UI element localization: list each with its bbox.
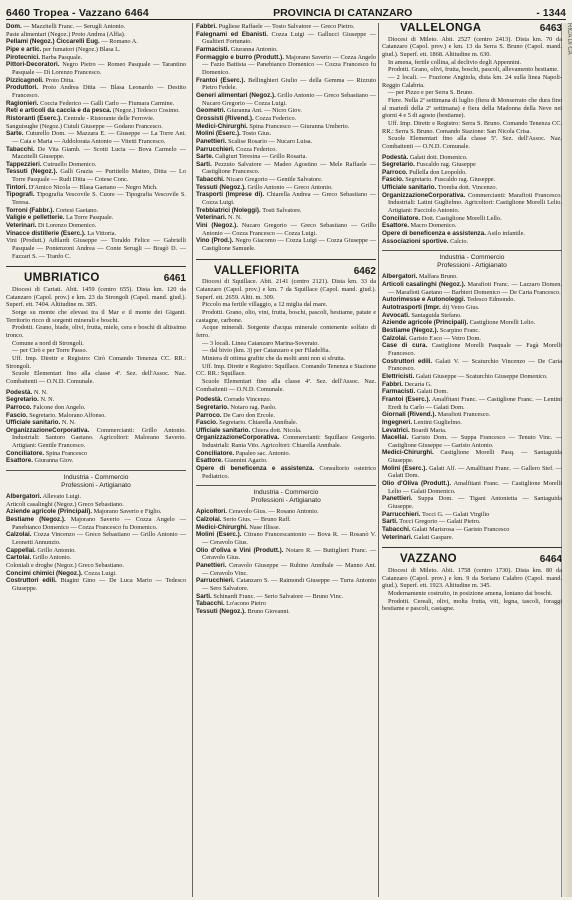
town-description: Acque minerali. Sorgente d'acqua minerale contenente solfato di ferro. (196, 324, 376, 339)
directory-entry: Conciliatore. Spina Francesco (6, 449, 88, 457)
directory-entry: Vinacce distillerie (Eserc.). La Vittoria. (6, 229, 117, 237)
directory-entry: Olio d'oliva e Vini (Produtt.). Notaro R. — Buttiglieri Franc. — Ceravolo Gius. (196, 546, 376, 562)
directory-entry: Medici-Chirurghi. Nase Illisse. (196, 523, 281, 531)
town-code: 6464 (539, 554, 562, 566)
directory-entry: Grossisti (Rivend.). Cozza Federico. (196, 114, 297, 122)
directory-entry: OrganizzazioneCorporativa. Commercianti: Grillo Antonio. Industriali: Santoro Gaetano. Agricoltori: Malorano Saverio. Artigiani: Gentile Francesco. (6, 426, 186, 450)
town-description: Diocesi di Cariati. Abit. 1459 (centro 655). Dista km. 120 da Catanzaro (Capol. prov.) e km. 23 da Strongoli (Capol. mand. giud.). Superf. ett. 7404. Altitudine m. 385. (6, 286, 186, 309)
edge-text: RICA DI CA (566, 23, 572, 55)
town-description: Sorge su monte che elevasi tra il Mar e il monte dei Giganti. Territorio ricco di sorgenti minerali e boschi. (6, 308, 186, 324)
directory-entry: Molini (Eserc.). Galati Alf. — Amalfitani Franc. — Gallero Stef. — Galati Dom. (382, 464, 562, 480)
section-heading (196, 485, 376, 505)
directory-entry: Giornali (Rivend.). Marafioti Francesco. (382, 411, 491, 419)
directory-entry: Esattore. Giuranna Giov. (6, 457, 74, 465)
directory-entry: Tappezzieri. Cutruello Domenico. (6, 160, 97, 168)
vallefiorita-officials (196, 396, 376, 480)
directory-entry: Albergatori. Malfara Bruno. (382, 273, 458, 281)
directory-entry: Segretario. Notaro rag. Paolo. (196, 403, 277, 411)
directory-entry: Produttori. Proto Andrea Ditta — Blasa Leonardo — Destito Francesco. (6, 84, 186, 99)
directory-entry: Podestà. N. N. (6, 388, 48, 396)
section-heading-line-1: Industria - Commercio (63, 474, 129, 482)
town-code: 6462 (353, 265, 376, 277)
directory-entry: Pirotecnici. Barba Pasquale. (6, 53, 83, 61)
directory-entry: Elettricisti. Galati Giuseppe — Scaturchio Giuseppe Domenico. (382, 372, 548, 380)
directory-entry: Frantoi (Eserc.). Bellinghieri Giulio — della Gemma — Rizzuto Pietro Fedele. (196, 76, 376, 92)
directory-entry: Avvocati. Santaguida Stefano. (382, 311, 462, 319)
town-header-vazzano (382, 547, 562, 564)
directory-entry: Tessuti (Negoz.). Bruno Giovanni. (196, 607, 290, 615)
directory-entry: Conciliatore. Papaleo sac. Antonio. (196, 449, 291, 457)
town-name: VALLELONGA (400, 23, 482, 34)
section-heading-line-1: Industria - Commercio (253, 489, 319, 497)
directory-entry: Concimi chimici (Negoz.). Cozza Luigi. (6, 569, 117, 577)
directory-entry: Pellami (Negoz.) Ciccarelli Eug. — Romano A. (6, 38, 138, 46)
directory-entry: Panettieri. Ceravolo Giuseppe — Rubino Annibale — Manno Ant. — Ceravolo Vinc. (196, 562, 376, 577)
directory-entry: Tintori. D'Amico Nicola — Blasa Gaetano — Negro Mich. (6, 183, 158, 191)
directory-entry: Aziende agricole (Principali). Castiglione Morelli Lelio. (382, 319, 536, 327)
section-heading-line-2: Professioni - Artigianato (61, 482, 131, 490)
vallelonga-officials (382, 154, 562, 246)
directory-entry: Vino (Prod.). Negro Giacomo — Cozza Luigi — Cozza Giuseppe — Castiglione Samuele. (196, 237, 376, 253)
directory-entry: Podestà. Galati dott. Domenico. (382, 153, 468, 161)
column-2 (192, 23, 376, 897)
town-description: Diocesi di Squillace. Abit. 2141 (centro 2121). Dista km. 33 da Catanzaro (Capol. prov.) e km. 7 da Squillace (Capol. mand. giud.). Superf. ett. 2659. Altit. m. 309. (196, 278, 376, 301)
town-description: In amena, fertile collina, al declivio degli Appennini. (388, 58, 522, 66)
tropea-continued-list (6, 23, 186, 260)
directory-entry: Sarte. Cuturello Dom. — Mazzara E. — Giuseppe — La Torre Ant. — Caia e Maria — Addolorata Antonio — Vitetti Francesco. (6, 130, 186, 145)
column-1 (6, 23, 186, 897)
header-left: 6460 Tropea - Vazzano 6464 (6, 7, 149, 19)
directory-entry: Paste alimentari (Negoz.) Proto Andrea (Alfia). (6, 30, 126, 38)
directory-entry: Reti e articoli da caccia e da pesca. (Negoz.) Tedesco Cosimo. (6, 107, 180, 115)
directory-entry: Veterinari. Di Lorenzo Domenico. (6, 222, 97, 230)
directory-entry: Medici-Chirurghi. Castiglione Morelli Pasq. — Santaguida Giuseppe. (382, 449, 562, 465)
town-description: Modernamente costruito, in posizione amena, lontano dai boschi. (388, 589, 553, 597)
town-code: 6463 (539, 23, 562, 34)
directory-entry: Levatrici. Boardi Maria. (382, 426, 447, 434)
town-description: — per Cirò e per Torre Passo. (12, 347, 88, 355)
town-description: Uff. Imp. Direttr e Registro: Squillace. Comando Tenenza e Stazione CC. RR.: Squillace. (196, 362, 376, 378)
directory-entry: Molini (Eserc.). Citrano Francescantonio — Bova R. — Rosanò V. — Ceravolo Gius. (196, 531, 376, 547)
town-description: Piccolo ma fertile villaggio, a 12 miglia dal mare. (202, 301, 328, 309)
directory-entry: Tessuti (Negoz.). Galli Grazia — Puritiello Matteo, Ditta — Lo Torre Pasquale — Rudi Ditta — Cotese Conc. (6, 168, 186, 184)
directory-entry: Formaggio e burro (Produtt.). Majorano Saverio — Cozza Angelo — Fazio Battista — Panebianco Domenico — Cozza Francesco fu Domenico. (196, 53, 376, 76)
directory-entry: Molini (Eserc.). Tosto Gius. (196, 130, 272, 138)
town-description: Uff. Imp. Direttr e Registro: Serra S. Bruno. Comando Tenenza CC. RR.: Serra S. Bruno. Comando Stazione: San Nicola Crisa. (382, 119, 562, 135)
directory-entry: Cartolai. Grillo Antonio. (6, 554, 72, 562)
town-description: Scuole Elementari fino alla classe 4ª. Sez. dell'Assoc. Naz. Combattenti — O.N.D. Comunale. (196, 377, 376, 393)
town-description: Prodotti. Grano, biade, olivi, frutta, miele, cera e boschi di altissimo tronco. (6, 324, 186, 339)
directory-entry: Bestiame (Negoz.). Majorano Saverio — Cozza Angelo — Panebianco Domenico — Cozza Francesco fu Domenico. (6, 516, 186, 531)
town-description: — 2 locali. — Frazione Angitola, dista km. 24 sulla linea Napoli-Reggio Calabria. (382, 73, 562, 89)
directory-entry: Podestà. Corrado Vincenzo. (196, 396, 272, 404)
umbriatico-intro (6, 286, 186, 386)
directory-entry: Fabbri. Pugliese Raffaele — Tosto Salvatore — Greco Pietro. (196, 23, 355, 30)
directory-entry: Torroni (Fabbr.). Cortesi Gaetano. (6, 206, 99, 214)
directory-entry: OrganizzazioneCorporativa. Commercianti: Squillace Gregorio. Industriali: Rania Vito. Agricoltori: Chiarella Annibale. (196, 434, 376, 450)
directory-entry: Panettieri. Scalise Rosario — Nucaro Luisa. (196, 137, 313, 145)
directory-entry: Sarte. Caligiuri Teresina — Grillo Rosaria. (196, 153, 308, 161)
directory-entry: Calzolai. Garisto F.sco — Vetro Dom. (382, 334, 481, 342)
directory-entry: Aziende agricole (Principali). Majorano Saverio e Figlio. (6, 508, 162, 516)
directory-entry: Generi alimentari (Negoz.). Grillo Antonio — Greco Sebastiano — Nucaro Gregorio — Cozza Luigi. (196, 91, 376, 107)
directory-entry: Apicoltori. Ceravolo Gius. — Rosano Antonio. (196, 508, 319, 516)
directory-entry: Conciliatore. Dott. Castiglione Morelli Lello. (382, 214, 502, 222)
directory-entry: Pittori-Decoratori. Negro Pietro — Romeo Pasquale — Tarantino Pasquale — Dì Lorenzo Francesco. (6, 61, 186, 76)
section-heading-line-2: Professioni - Artigianato (251, 497, 321, 505)
directory-entry: Albergatori. Allevato Luigi. (6, 493, 82, 501)
directory-entry: Fascio. Segretario. Fuscaldo rag. Giuseppe. (382, 176, 496, 184)
column-3 (378, 23, 562, 897)
directory-entry: Sarti. Schinardi Franc. — Serio Salvatore — Bruno Vinc. (196, 592, 344, 600)
directory-entry: Sanguisughe (Negoz.) Cutuli Giuseppe — Godano Francesco. (6, 122, 163, 130)
directory-entry: Geometri. Giuranna Ant. — Nicro Giov. (196, 107, 302, 115)
directory-entry: Sarti. Pezzuto Salvatore — Madeo Agostino — Mele Raffaele — Castiglione Francesco. (196, 160, 376, 176)
directory-entry: Dom. — Mazzitelli Franc. — Serugli Antonio. (6, 23, 126, 30)
directory-entry: Articoli casalinghi (Negoz.). Marafioti Franc. — Lazzaro Domen. — Marafioti Gaetano — Barbieri Domenico — De Caria Francesco. (382, 281, 562, 296)
town-name: VALLEFIORITA (214, 264, 300, 277)
town-name: UMBRIATICO (24, 272, 100, 285)
directory-entry: Autotrasporti (Impr. di) Vetro Gius. (382, 304, 480, 311)
town-description: Scuole Elementari fino alla classe 5ª. Sez. dell'Assoc. Naz. Combattenti — O.N.D. Comunale. (382, 135, 562, 150)
directory-entry: Esattore. Macro Domenico. (382, 222, 457, 230)
directory-entry: Parroco. Pullella don Leopoldo. (382, 168, 467, 176)
directory-entry: Articoli casalinghi (Negoz.) Greco Sebastiano. (6, 500, 124, 508)
directory-entry: Fascio. Segretario. Malorano Alfonso. (6, 411, 106, 419)
vazzano-intro (382, 567, 562, 613)
directory-entry: Macellai. Garisto Dom. — Suppa Francesco — Tenuto Vinc. — Castiglione Giuseppe — Garisto Antonio. (382, 434, 562, 449)
directory-entry: Ristoranti (Eserc.). Centrale - Ristorante delle Ferrovie. (6, 114, 155, 122)
directory-entry: Tabacchi. Galati Marisrosa — Garisto Francesco (382, 526, 510, 534)
town-header-vallefiorita (196, 259, 376, 276)
directory-entry: Esattore. Giannini Agazio. (196, 457, 268, 465)
directory-entry: Falegnami ed Ebanisti. Cozza Luigi — Gallucci Giuseppe — Gualtieri Fortunato. (196, 30, 376, 46)
vallelonga-intro (382, 36, 562, 151)
directory-entry: Fabbri. Decaria G. (382, 380, 432, 388)
vallefiorita-intro (196, 278, 376, 393)
directory-entry: Tessuti (Negoz.). Grillo Antonio — Greco Antonio. (196, 183, 333, 191)
town-description: Prodotti. Grano, olio, vini, frutta, boschi, pascoli, bestiame, patate e castagne, carbone. (196, 308, 376, 324)
umbriatico-businesses-continued (196, 23, 376, 253)
directory-entry: Farmacisti. Galati Dom. (382, 388, 448, 396)
directory-entry: Costruttori edili. Biagini Gino — De Luca Mario — Tedesco Giuseppe. (6, 577, 186, 592)
directory-entry: Veterinari. N. N. (196, 214, 242, 222)
directory-entry: Tabacchi. Nicaro Gregorio — Gentile Salvatore. (196, 176, 323, 184)
directory-entry: Autorimesse e Autonoleggi. Tedesco Edmondo. (382, 296, 516, 304)
umbriatico-businesses (6, 493, 186, 593)
directory-entry: Costruttori edili. Galati V. — Scaturchio Vincenzo — De Caria Francesco. (382, 357, 562, 373)
directory-entry: Ufficiale sanitario. N. N. (6, 419, 76, 427)
directory-entry: Panettieri. Suppa Dom. — Tigani Antonietta — Santaguida Giuseppe. (382, 495, 562, 511)
directory-entry: Tabacchi. Lo'acono Pietro (196, 600, 266, 608)
town-description: Comune a nord di Strongoli. (12, 339, 84, 347)
directory-entry: Vini (Produtt.) Adilardi Giuseppe — Toraldo Felice — Gabrielli Pasquale — Pontenzoni Andrea — Conte Serugli — Bragò D. — Fazzari S. — Tranfo C. (6, 237, 186, 260)
town-description: Prodotti. Cereali, olivi, molta frutta, viti, legna, tascoli, foraggi bestiame e pascoli, castagne. (382, 597, 562, 613)
directory-entry: Tabacchi. De Vita Giamb. — Scotti Lucia — Bova Carmelo — Mazzitelli Giuseppe. (6, 145, 186, 161)
directory-entry: Opere di beneficenza e assistenza. Consultorio ostetrico Pediatrico. (196, 465, 376, 480)
town-description: Prodotti. Grano, olivi, frutta, boschi, pascoli, allevamento bestiame. (388, 66, 559, 74)
town-description: Diocesi di Mileto. Abit. 2527 (centro 2413). Dista km. 70 da Catanzaro (Capol. prov.) e km. 13 da Serra S. Bruno (Capol. mand. giud.). Superf. ett. 1868. Altitudine m. 630. (382, 35, 562, 58)
header-province: PROVINCIA DI CATANZARO (273, 7, 413, 19)
directory-entry: Segretario. Fuscaldo rag. Giuseppe (382, 161, 476, 169)
section-heading-line-2: Professioni - Artigianato (437, 262, 507, 270)
directory-entry: Medici-Chirurghi. Spina Francesco — Giuranna Umberto. (196, 122, 350, 130)
town-description: Fiere. Nella 2ª settimana di luglio (fiera di Monserrato che dura fino al martedì della 2ª settimana) e fiera della Madonna della Neve nei giorni 4 e 5 di agosto (bestiame). (382, 96, 562, 120)
directory-entry: Coloniali e droghe (Negoz.) Greco Sebastiano. (6, 562, 125, 569)
directory-entry: Ingegneri. Lentini Guglielmo. (382, 418, 462, 426)
section-heading-line-1: Industria - Commercio (439, 254, 505, 262)
directory-entry: Parroco. Falcone don Angelo. (6, 403, 86, 411)
town-description: — 3 locali. Linea Catanzaro Marina-Soverato. (202, 339, 319, 347)
directory-entry: Ufficiale sanitario. Chiera dott. Nicola. (196, 426, 302, 434)
directory-entry: Parrucchieri. Catanzaro S. — Raimondi Giuseppe — Turra Antonio — Sero Salvatore. (196, 577, 376, 592)
vallelonga-businesses (382, 273, 562, 541)
vallefiorita-businesses (196, 508, 376, 615)
directory-entry: Olio d'Oliva (Produtt.). Amalfitani Franc. — Castiglione Morelli Lelio — Galati Domenico. (382, 480, 562, 495)
town-name: VAZZANO (400, 553, 457, 566)
directory-entry: Cappellai. Grillo Antonio. (6, 546, 76, 554)
directory-entry: Frantoi (Eserc.). Amalfitani Franc. — Castiglione Franc. — Lentini Eredi fu Carlo — Galati Dom. (382, 395, 562, 411)
directory-entry: Fascio. Segretario. Chiarella Annibale. (196, 419, 298, 427)
directory-entry: Vini (Negoz.). Nucaro Gregorio — Greco Sebastiano — Grillo Antonio — Cozza Francesco — Cozza Luigi. (196, 222, 376, 237)
directory-entry: Trasporti (Imprese di). Chiarella Andrea — Greco Sebastiano — Cozza Luigi. (196, 191, 376, 207)
page-number: - 1344 (536, 8, 566, 19)
directory-entry: Pipe e artic. per fumatori (Negoz.) Blasa L. (6, 45, 121, 53)
directory-entry: Sarti. Tocci Gregorio — Galati Pietro. (382, 518, 481, 526)
directory-entry: Calzolai. Serio Gius. — Bruno Raff. (196, 516, 291, 524)
town-description: Miniera di ottima grafite che da molti anni non si sfrutta. (202, 354, 346, 362)
directory-entry: Associazioni sportive. Calcio. (382, 237, 469, 245)
town-description: Uff. Imp. Direttr e Registro: Cirò Comando Tenenza CC. RR.: Strongoli. (6, 354, 186, 370)
directory-entry: Segretario. N. N. (6, 396, 55, 404)
directory-entry: Trebbiatrici (Noleggi). Tosti Salvatore. (196, 206, 302, 214)
directory-entry: Parroco. De Caro don Ercole. (196, 411, 275, 419)
directory-entry: Parrucchieri. Tocci G. — Galati Virgilio (382, 510, 490, 518)
town-description: — dal bivio (km. 3) per Catanzaro e per Filadelfia. (202, 347, 331, 355)
directory-entry: OrganizzazioneCorporativa. Commercianti: Marafioti Francesco. Industriali: Latini Guglielmo. Agricoltori: Castiglione Morelli Lelio. Artigiani: Facciolo Antonio. (382, 191, 562, 215)
town-description: — per Pizzo e per Serra S. Bruno. (388, 89, 474, 97)
directory-entry: Parrucchieri. Cozza Federico. (196, 145, 278, 153)
directory-entry: Pizzicagnoli. Proto Ditta. (6, 76, 75, 84)
directory-entry: Calzolai. Cozza Vincenzo — Greco Sebastiano — Grillo Antonio — Leonetti Annunzio. (6, 531, 186, 547)
directory-entry: Ragionieri. Coccia Federico — Galli Carlo — Fiumara Carmine. (6, 99, 175, 107)
directory-entry: Valigie e pelletterie. La Torre Pasquale. (6, 214, 114, 222)
directory-entry: Opere di beneficenza e assistenza. Asilo infantile. (382, 230, 525, 238)
town-code: 6461 (163, 273, 186, 285)
directory-entry: Tipografi. Tipografia Vescovile S. Cuore — Tipografia Vescovile S. Teresa. (6, 191, 186, 207)
directory-entry: Bestiame (Negoz.). Scarpino Franc. (382, 326, 480, 334)
town-header-vallelonga (382, 23, 562, 33)
town-description: Diocesi di Mileto. Abit. 1758 (centro 1730). Dista km. 80 da Catanzaro (Capol. prov.) e km. 9 da Soriano Calabro (Capol. mand. giud.). Superf. ett. 1923. Altitudine m. 345. (382, 567, 562, 590)
directory-entry: Veterinari. Galati Gaspare. (382, 533, 454, 541)
directory-columns (6, 23, 566, 897)
section-heading (6, 470, 186, 490)
directory-entry: Case di cura. Castiglione Morelli Pasquale — Fagà Morelli Francesco. (382, 342, 562, 357)
section-heading (382, 250, 562, 270)
directory-entry: Farmacisti. Giuranna Antonio. (196, 45, 278, 53)
town-description: Scuole Elementari fino alla classe 4ª. Sez. dell'Assoc. Naz. Combattenti — O.N.D. Comunale. (6, 370, 186, 385)
header-right (536, 8, 566, 19)
page-header (6, 3, 566, 20)
directory-entry: Ufficiale sanitario. Tromba dott. Vincenzo. (382, 184, 498, 192)
umbriatico-officials (6, 389, 186, 466)
town-header-umbriatico (6, 266, 186, 283)
